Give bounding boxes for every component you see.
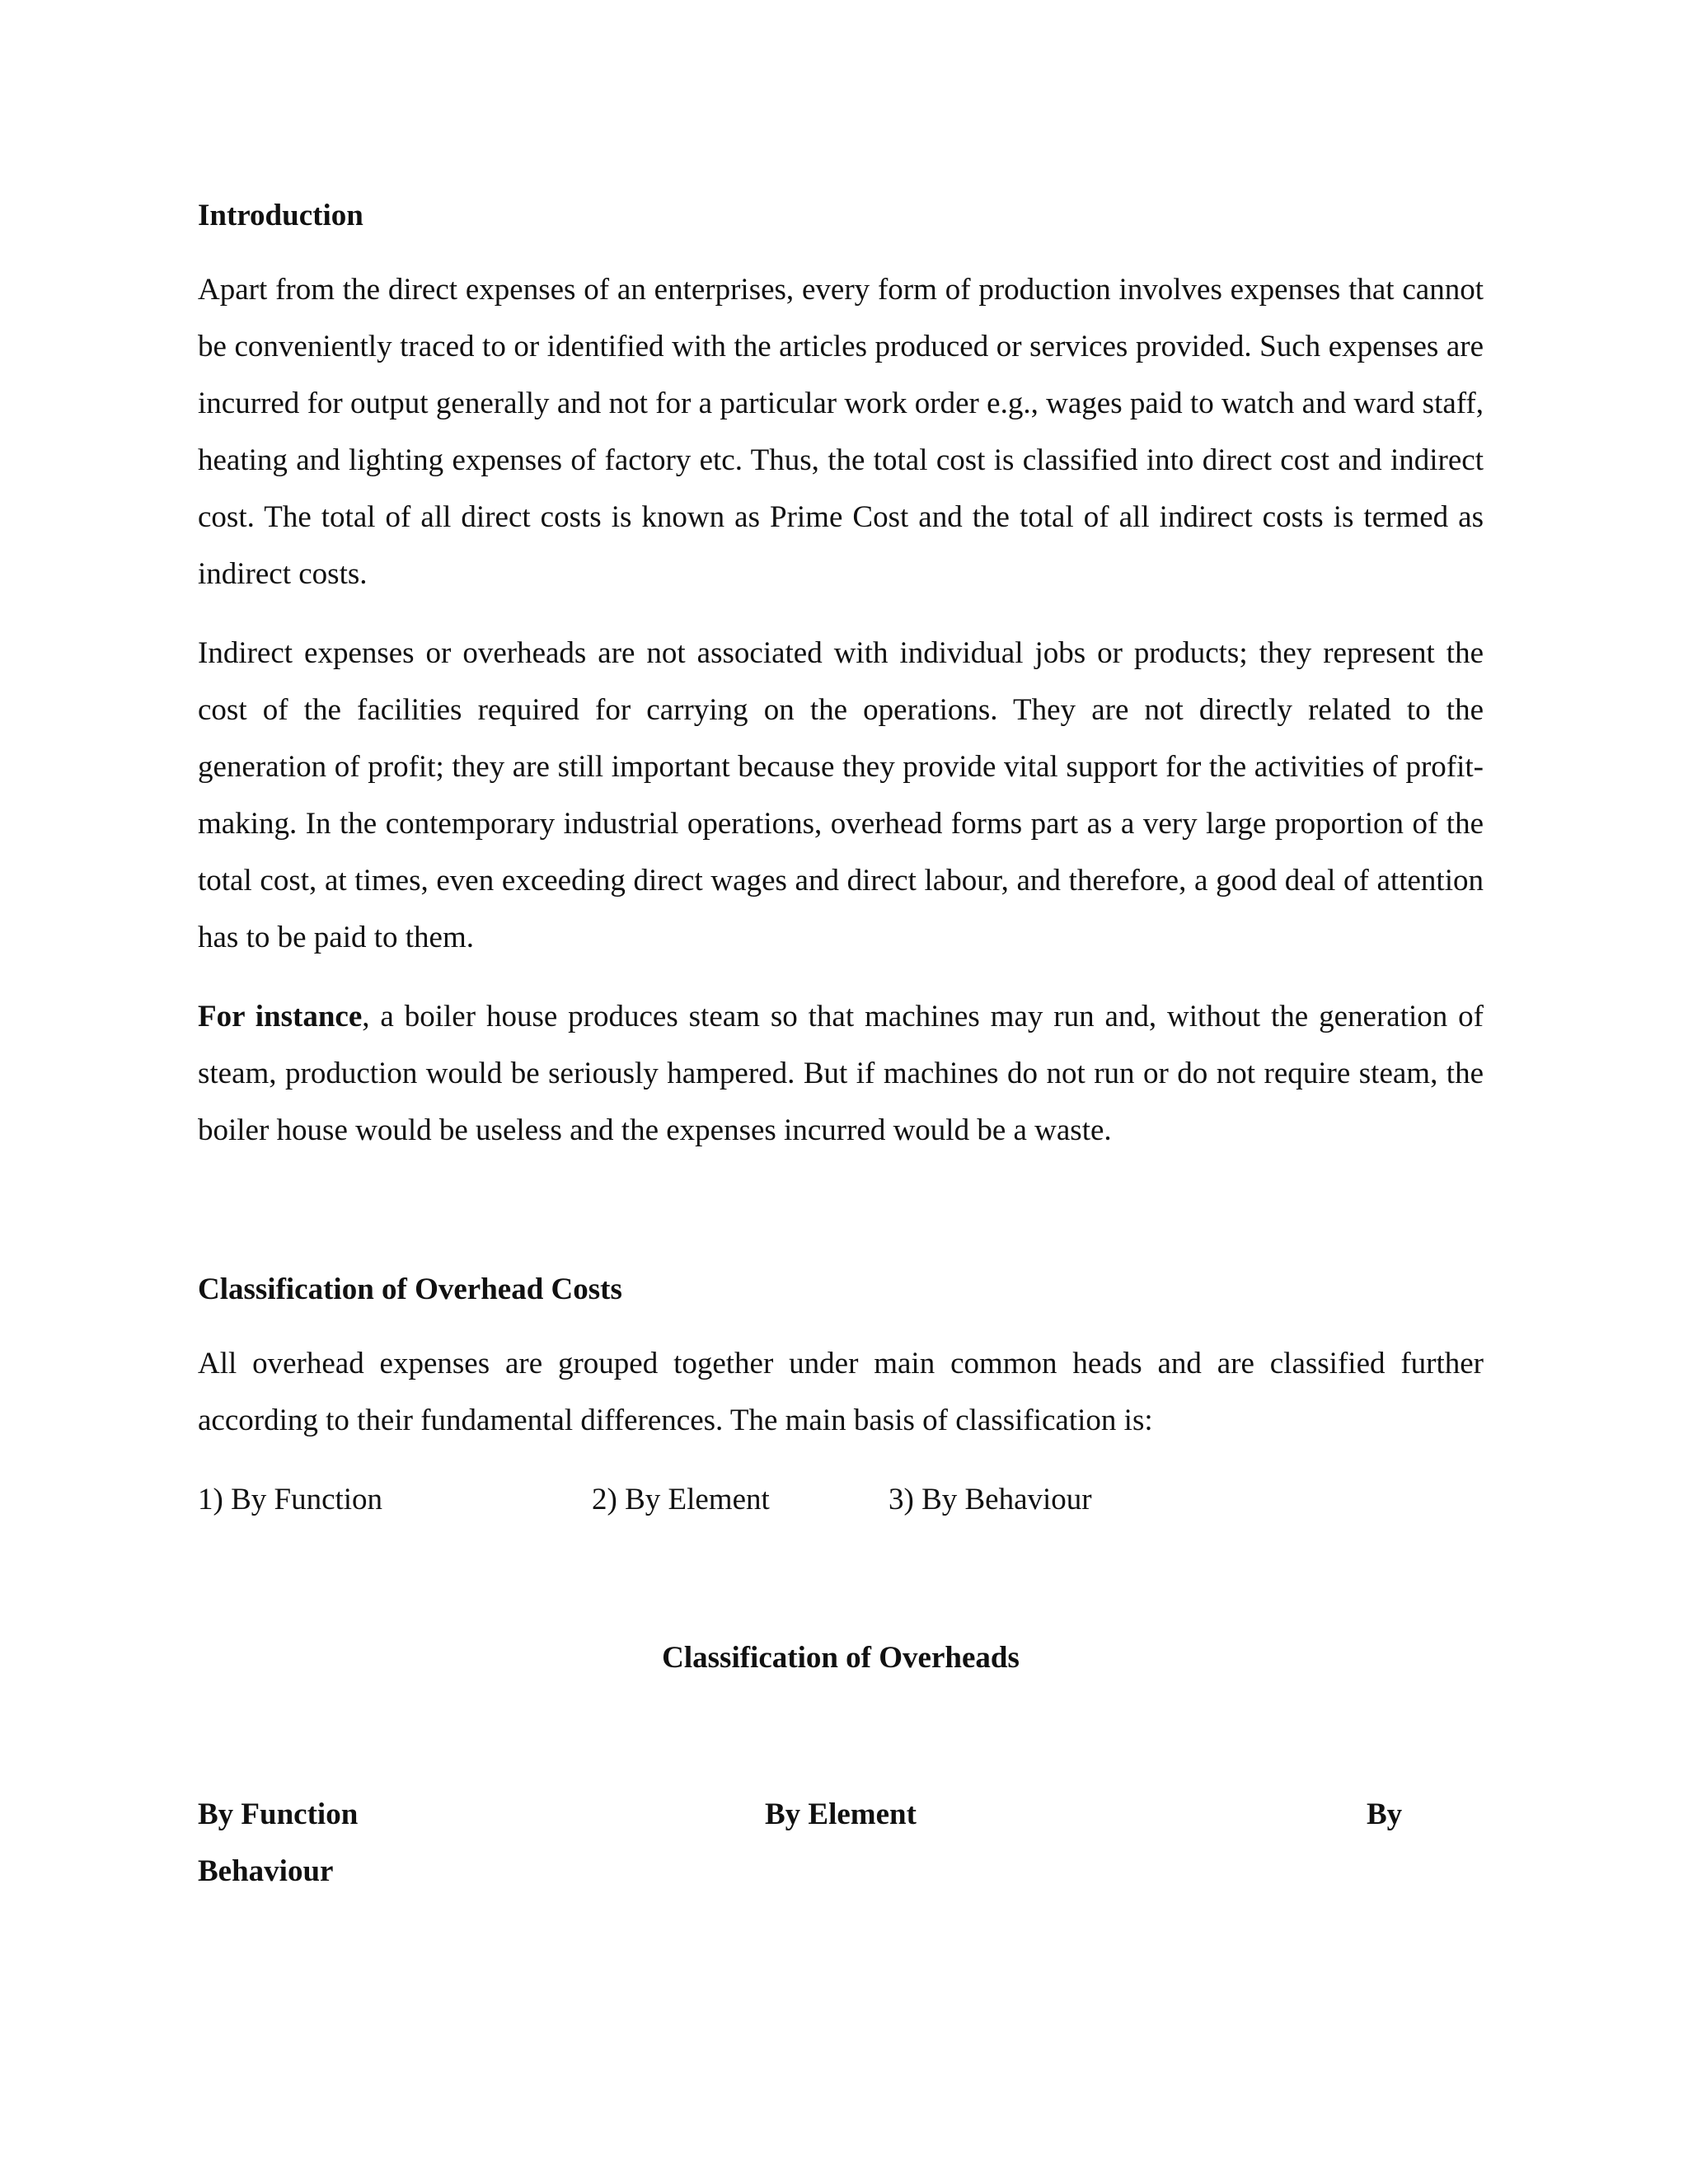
for-instance-lead: For instance xyxy=(198,1000,363,1033)
basis-by-behaviour: 3) By Behaviour xyxy=(889,1483,1092,1516)
overheads-classes-row xyxy=(198,1786,1484,1843)
introduction-heading: Introduction xyxy=(198,199,363,232)
class-by-element: By Element xyxy=(765,1797,917,1831)
basis-by-element: 2) By Element xyxy=(592,1483,770,1516)
intro-paragraph-1: Apart from the direct expenses of an enterprises, every form of production involves expenses that cannot be conveniently traced to or identified with the articles produced or services provided. Such expenses are incurred for output generally and not for a particular work order e.g., wages paid to watch and ward staff, heating and lighting expenses of factory etc. Thus, the total cost is classified into direct cost and indirect cost. The total of all direct costs is known as Prime Cost and the total of all indirect costs is termed as indirect costs. xyxy=(198,273,1484,591)
basis-by-function: 1) By Function xyxy=(198,1483,383,1516)
intro-paragraph-3-text: , a boiler house produces steam so that machines may run and, without the generation of steam, production would be seriously hampered. But if machines do not run or do not require steam, the boiler house would be useless and the expenses incurred would be a waste. xyxy=(198,1000,1484,1147)
overheads-diagram-title: Classification of Overheads xyxy=(662,1641,1020,1675)
classification-bases-row xyxy=(198,1471,1484,1528)
class-by-function: By Function xyxy=(198,1797,359,1831)
classification-heading: Classification of Overhead Costs xyxy=(198,1272,622,1306)
intro-paragraph-2: Indirect expenses or overheads are not associated with individual jobs or products; they represent the cost of the facilities required for carrying on the operations. They are not directly related to the generation of profit; they are still important because they provide vital support for the activities of profit-making. In the contemporary industrial operations, overhead forms part as a very large proportion of the total cost, at times, even exceeding direct wages and direct labour, and therefore, a good deal of attention has to be paid to them. xyxy=(198,636,1484,954)
document-page xyxy=(198,0,1484,1900)
intro-paragraph-3 xyxy=(198,988,1484,1159)
class-by-behaviour-part2: Behaviour xyxy=(198,1854,334,1888)
class-by-behaviour-part1: By xyxy=(1367,1797,1403,1831)
classification-paragraph: All overhead expenses are grouped together under main common heads and are classified further according to their fundamental differences. The main basis of classification is: xyxy=(198,1347,1484,1437)
